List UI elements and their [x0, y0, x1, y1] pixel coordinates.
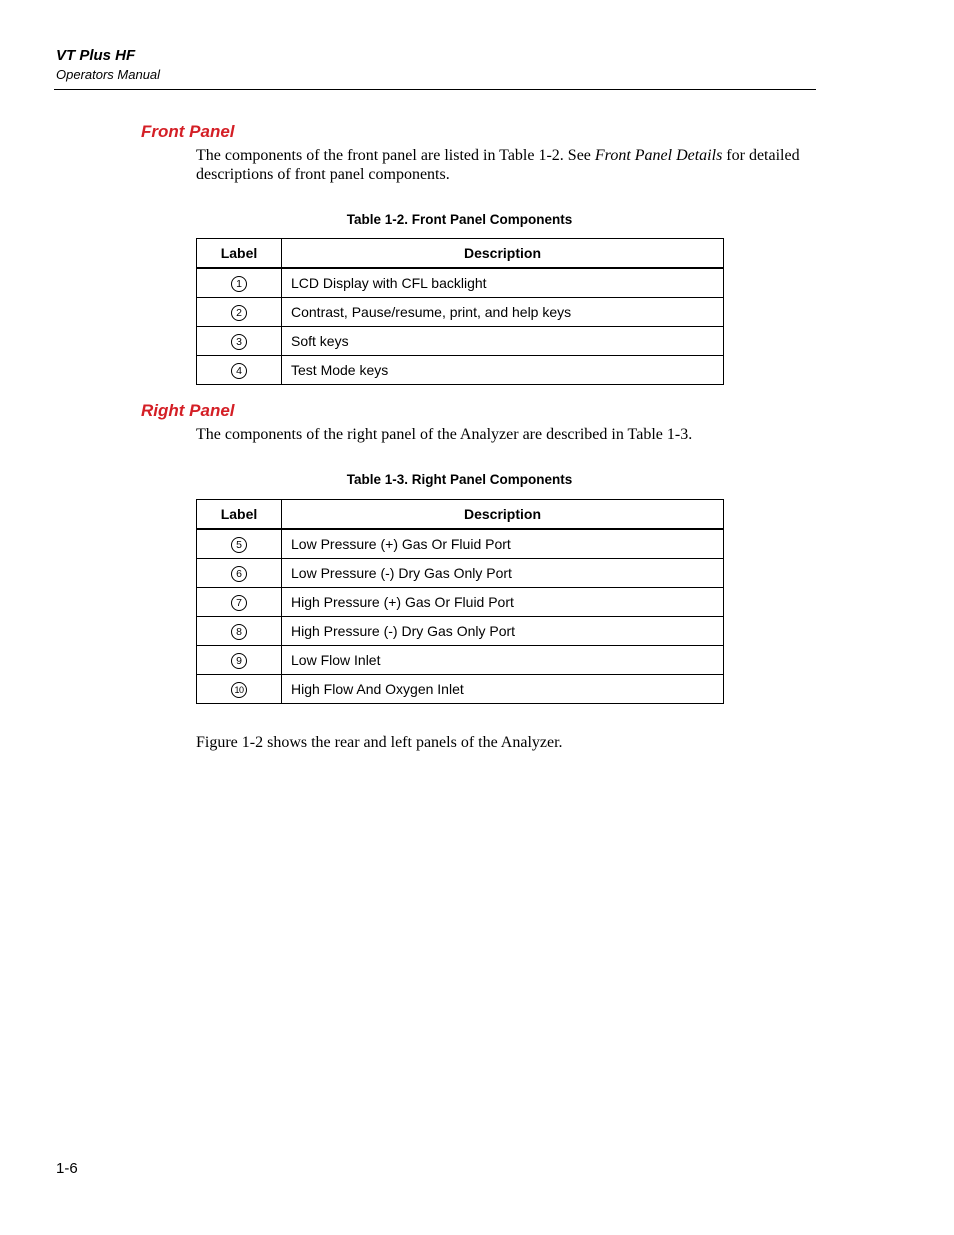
right-panel-table-caption: Table 1-3. Right Panel Components	[346, 472, 573, 487]
table-row	[197, 356, 724, 385]
callout-number: 5	[231, 537, 247, 553]
front-panel-table	[196, 238, 724, 385]
right-panel-heading: Right Panel	[141, 401, 235, 420]
row-label	[197, 529, 282, 559]
table-row	[197, 529, 724, 559]
table-row	[197, 617, 724, 646]
row-description: High Pressure (+) Gas Or Fluid Port	[282, 588, 724, 617]
table-header-row	[197, 239, 724, 269]
description-column-header: Description	[282, 239, 724, 269]
row-description: Low Flow Inlet	[282, 646, 724, 675]
row-description: Low Pressure (+) Gas Or Fluid Port	[282, 529, 724, 559]
row-label	[197, 675, 282, 704]
row-description: Low Pressure (-) Dry Gas Only Port	[282, 559, 724, 588]
table-row	[197, 646, 724, 675]
page-number: 1-6	[56, 1160, 78, 1177]
table-row	[197, 559, 724, 588]
callout-number: 3	[231, 334, 247, 350]
row-label	[197, 356, 282, 385]
table-row	[197, 268, 724, 298]
row-label	[197, 559, 282, 588]
row-description: High Flow And Oxygen Inlet	[282, 675, 724, 704]
callout-number: 1	[231, 276, 247, 292]
closing-paragraph: Figure 1-2 shows the rear and left panels of the Analyzer.	[196, 734, 563, 751]
callout-number: 8	[231, 624, 247, 640]
front-panel-details-reference: Front Panel Details	[594, 147, 723, 164]
row-label	[197, 268, 282, 298]
front-panel-heading: Front Panel	[141, 122, 235, 141]
row-label	[197, 588, 282, 617]
front-panel-table-caption: Table 1-2. Front Panel Components	[346, 212, 573, 227]
callout-number: 10	[231, 682, 247, 698]
label-column-header: Label	[197, 239, 282, 269]
callout-number: 7	[231, 595, 247, 611]
table-row	[197, 327, 724, 356]
table-row	[197, 588, 724, 617]
document-title: VT Plus HF	[56, 47, 136, 64]
table-header-row	[197, 500, 724, 530]
description-column-header: Description	[282, 500, 724, 530]
row-description: Contrast, Pause/resume, print, and help keys	[282, 298, 724, 327]
header-rule	[54, 89, 816, 90]
row-description: Test Mode keys	[282, 356, 724, 385]
callout-number: 4	[231, 363, 247, 379]
callout-number: 6	[231, 566, 247, 582]
table-row	[197, 298, 724, 327]
row-label	[197, 617, 282, 646]
front-panel-intro	[196, 146, 806, 184]
row-description: High Pressure (-) Dry Gas Only Port	[282, 617, 724, 646]
callout-number: 9	[231, 653, 247, 669]
document-subtitle: Operators Manual	[56, 67, 161, 82]
row-label	[197, 298, 282, 327]
row-description: Soft keys	[282, 327, 724, 356]
right-panel-intro: The components of the right panel of the Analyzer are described in Table 1-3.	[196, 426, 693, 443]
table-row	[197, 675, 724, 704]
row-label	[197, 327, 282, 356]
row-label	[197, 646, 282, 675]
front-panel-intro-start: The components of the front panel are listed in Table 1-2. See	[196, 147, 595, 164]
row-description: LCD Display with CFL backlight	[282, 268, 724, 298]
right-panel-table	[196, 499, 724, 704]
front-panel-intro-end: for detailed descriptions of front panel components.	[196, 147, 800, 183]
callout-number: 2	[231, 305, 247, 321]
label-column-header: Label	[197, 500, 282, 530]
